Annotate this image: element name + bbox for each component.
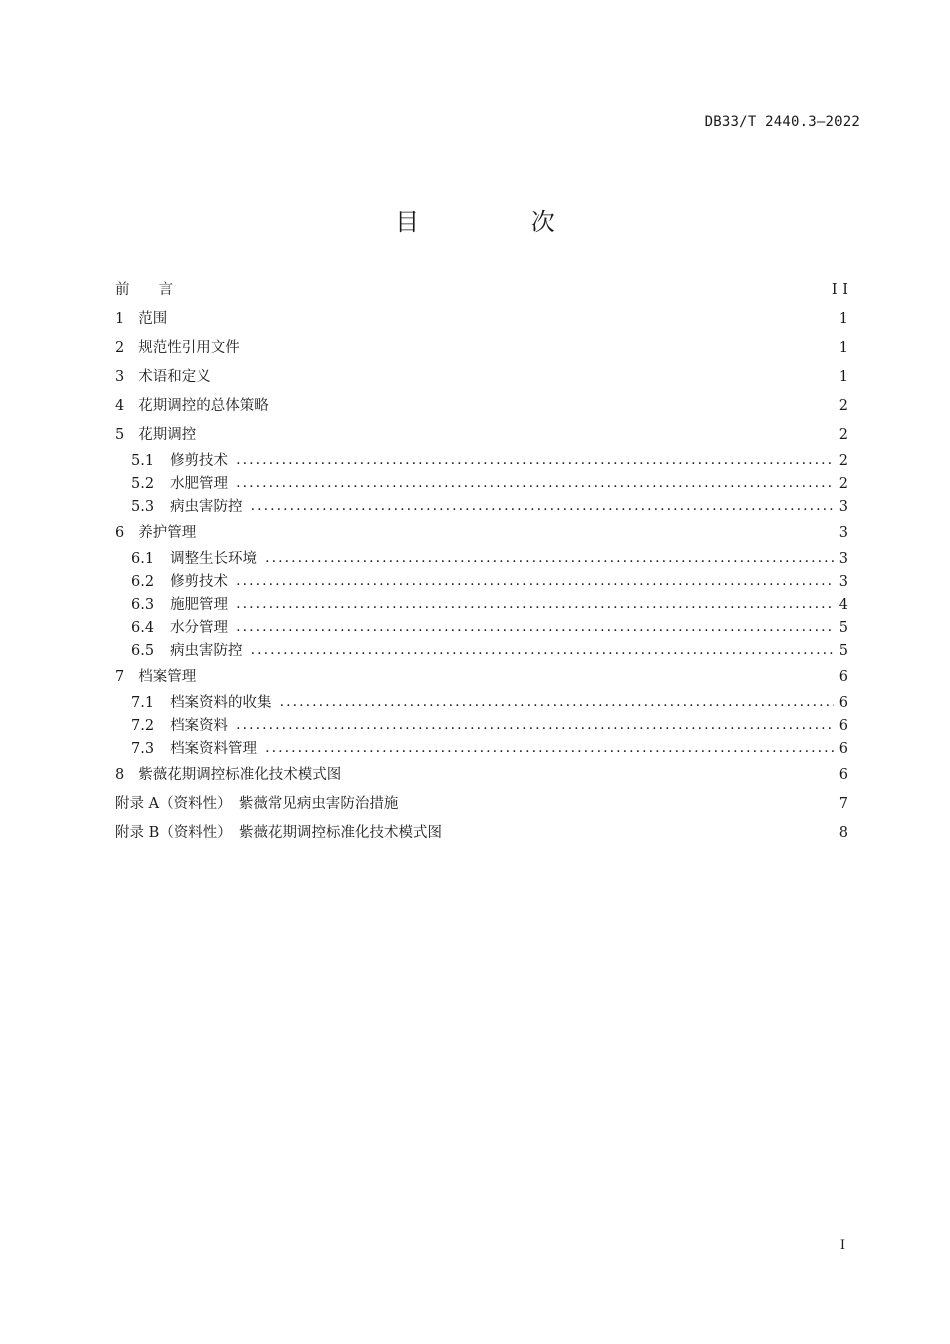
toc-entry-title: 修剪技术: [170, 453, 229, 469]
toc-entry-title: 档案资料管理: [170, 741, 258, 757]
toc-entry[interactable]: [115, 363, 848, 392]
toc-leader-dots: [204, 523, 834, 538]
toc-entry-number: 6.4: [131, 620, 155, 636]
toc-entry-title: 病虫害防控: [170, 643, 243, 659]
toc-entry-number: 6.2: [131, 574, 155, 590]
toc-leader-dots: [236, 451, 834, 466]
toc-leader-dots: [251, 497, 834, 512]
toc-entry-number: 7.2: [131, 718, 155, 734]
document-code: DB33/T 2440.3—2022: [704, 114, 860, 130]
toc-entry[interactable]: [115, 715, 848, 738]
toc-entry-number: 6.1: [131, 551, 155, 567]
toc-entry-label: [131, 738, 257, 761]
toc-leader-dots: [236, 595, 834, 610]
toc-entry[interactable]: [115, 594, 848, 617]
toc-entry-number: 7.3: [131, 741, 155, 757]
toc-entry-title: 花期调控的总体策略: [138, 398, 269, 414]
table-of-contents: [115, 276, 848, 848]
toc-entry-title: 档案管理: [138, 669, 197, 685]
toc-entry-label: [131, 473, 228, 496]
toc-entry[interactable]: [115, 738, 848, 761]
toc-leader-dots: [236, 474, 834, 489]
toc-entry-label: [131, 640, 243, 663]
toc-entry-title: 规范性引用文件: [138, 340, 240, 356]
toc-entry[interactable]: [115, 790, 848, 819]
toc-entry[interactable]: [115, 663, 848, 692]
toc-entry-page: 5: [838, 620, 848, 636]
toc-entry-label: [115, 276, 173, 305]
toc-entry-title: 范围: [138, 311, 168, 327]
toc-leader-dots: [248, 338, 834, 353]
toc-entry-label: [115, 363, 211, 392]
toc-leader-dots: [236, 572, 834, 587]
toc-entry-title: 档案资料的收集: [170, 695, 272, 711]
toc-entry[interactable]: [115, 548, 848, 571]
page-title: 目 次: [395, 208, 607, 236]
toc-leader-dots: [175, 309, 834, 324]
toc-entry-page: 3: [838, 574, 848, 590]
toc-entry-title: 养护管理: [138, 525, 197, 541]
toc-entry-page: 2: [838, 427, 848, 443]
toc-entry-label: [131, 594, 228, 617]
toc-leader-dots: [450, 823, 834, 838]
toc-entry-page: 1: [838, 340, 848, 356]
toc-entry-number: 1: [115, 311, 125, 327]
toc-leader-dots: [251, 641, 834, 656]
toc-entry-number: 5: [115, 427, 125, 443]
toc-entry-label: [131, 548, 257, 571]
toc-leader-dots: [349, 765, 834, 780]
toc-entry-title: 附录 B（资料性） 紫薇花期调控标准化技术模式图: [115, 825, 443, 841]
toc-entry-number: 3: [115, 369, 125, 385]
toc-entry-title: 术语和定义: [138, 369, 211, 385]
toc-entry-page: 3: [838, 499, 848, 515]
toc-entry-title: 档案资料: [170, 718, 229, 734]
toc-entry[interactable]: [115, 276, 848, 305]
toc-entry-page: 7: [838, 796, 848, 812]
toc-entry-number: 5.2: [131, 476, 155, 492]
toc-entry-page: 1: [838, 369, 848, 385]
toc-entry[interactable]: [115, 519, 848, 548]
toc-entry[interactable]: [115, 571, 848, 594]
toc-entry-label: [131, 496, 243, 519]
toc-entry-number: 6: [115, 525, 125, 541]
toc-leader-dots: [280, 693, 834, 708]
toc-entry-page: 6: [838, 741, 848, 757]
toc-entry-title: 施肥管理: [170, 597, 229, 613]
toc-entry-page: 2: [838, 398, 848, 414]
toc-entry-label: [131, 617, 228, 640]
toc-entry-label: [115, 790, 398, 819]
toc-entry-number: 7.1: [131, 695, 155, 711]
toc-entry[interactable]: [115, 473, 848, 496]
toc-entry-label: [115, 421, 196, 450]
toc-entry-page: 3: [838, 551, 848, 567]
toc-entry-number: 6.5: [131, 643, 155, 659]
toc-entry[interactable]: [115, 496, 848, 519]
page-number: I: [839, 1238, 845, 1253]
toc-entry-label: [115, 305, 167, 334]
toc-entry-label: [115, 334, 240, 363]
toc-leader-dots: [265, 549, 834, 564]
toc-leader-dots: [181, 280, 828, 295]
toc-entry[interactable]: [115, 761, 848, 790]
toc-entry-label: [131, 692, 272, 715]
toc-entry-label: [115, 519, 196, 548]
toc-entry-label: [115, 761, 341, 790]
toc-leader-dots: [204, 425, 834, 440]
toc-leader-dots: [236, 716, 834, 731]
toc-leader-dots: [204, 667, 834, 682]
toc-entry[interactable]: [115, 421, 848, 450]
toc-entry-title: 水肥管理: [170, 476, 229, 492]
toc-entry-label: [131, 715, 228, 738]
toc-entry[interactable]: [115, 692, 848, 715]
toc-entry-number: 5.1: [131, 453, 155, 469]
toc-entry-page: 1: [838, 311, 848, 327]
toc-entry-number: 4: [115, 398, 125, 414]
toc-leader-dots: [277, 396, 834, 411]
toc-entry-title: 水分管理: [170, 620, 229, 636]
toc-entry[interactable]: [115, 392, 848, 421]
toc-leader-dots: [236, 618, 834, 633]
toc-entry-label: [131, 450, 228, 473]
toc-entry[interactable]: [115, 305, 848, 334]
toc-entry[interactable]: [115, 334, 848, 363]
toc-entry-title: 病虫害防控: [170, 499, 243, 515]
toc-entry-number: 6.3: [131, 597, 155, 613]
toc-entry-page: 6: [838, 669, 848, 685]
toc-entry-title: 修剪技术: [170, 574, 229, 590]
toc-entry-page: 8: [838, 825, 848, 841]
toc-entry-title: 花期调控: [138, 427, 197, 443]
toc-entry-number: 8: [115, 767, 125, 783]
toc-entry-number: 5.3: [131, 499, 155, 515]
toc-entry-label: [115, 663, 196, 692]
toc-entry-page: 4: [838, 597, 848, 613]
toc-entry-page: 5: [838, 643, 848, 659]
toc-entry-page: 2: [838, 453, 848, 469]
toc-entry-title: 前 言: [115, 282, 173, 298]
toc-entry-page: I I: [831, 282, 848, 298]
toc-entry-title: 调整生长环境: [170, 551, 258, 567]
toc-entry-title: 紫薇花期调控标准化技术模式图: [138, 767, 342, 783]
toc-entry-page: 6: [838, 695, 848, 711]
toc-leader-dots: [406, 794, 834, 809]
toc-entry-title: 附录 A（资料性） 紫薇常见病虫害防治措施: [115, 796, 399, 812]
toc-entry-page: 2: [838, 476, 848, 492]
toc-entry[interactable]: [115, 617, 848, 640]
toc-entry-page: 3: [838, 525, 848, 541]
toc-entry-label: [131, 571, 228, 594]
toc-entry-page: 6: [838, 767, 848, 783]
toc-entry[interactable]: [115, 819, 848, 848]
toc-entry-number: 7: [115, 669, 125, 685]
toc-entry[interactable]: [115, 640, 848, 663]
toc-entry-number: 2: [115, 340, 125, 356]
toc-entry-page: 6: [838, 718, 848, 734]
toc-entry[interactable]: [115, 450, 848, 473]
toc-leader-dots: [219, 367, 834, 382]
toc-entry-label: [115, 819, 442, 848]
toc-entry-label: [115, 392, 269, 421]
toc-leader-dots: [265, 739, 834, 754]
